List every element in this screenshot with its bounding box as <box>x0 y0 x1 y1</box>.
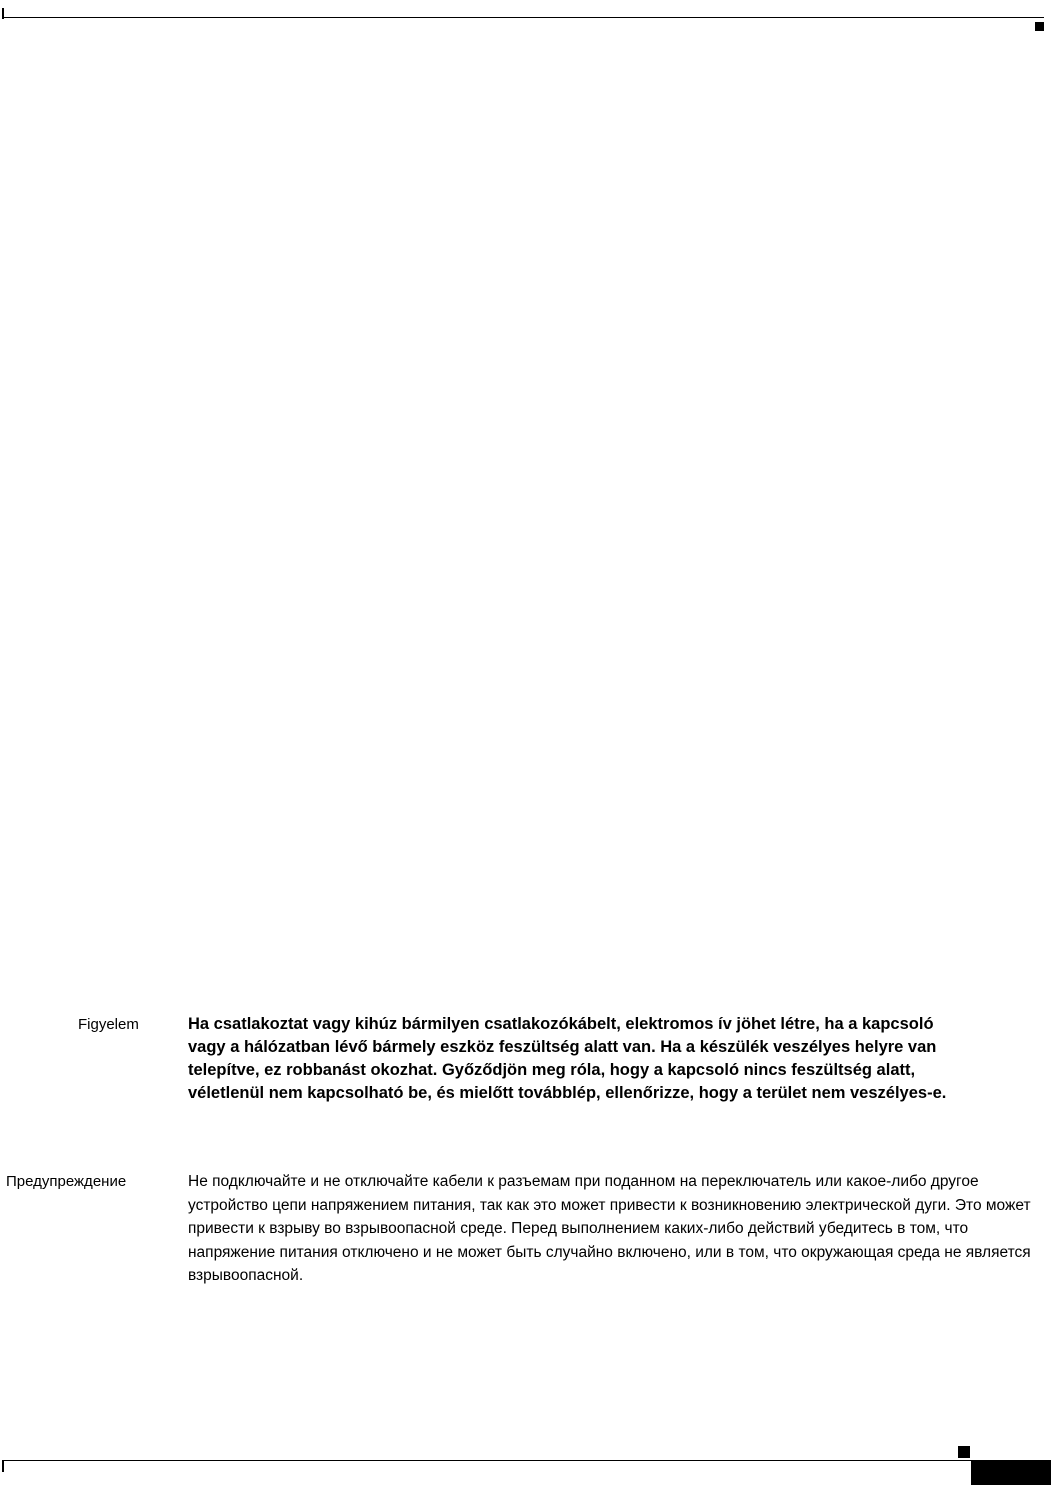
header-square-marker <box>1035 22 1044 31</box>
warning-text: Ha csatlakoztat vagy kihúz bármilyen csatlakozókábelt, elektromos ív jöhet létre, ha a kapcsoló vagy a hálózatban lévő bármely eszköz feszültség alatt van. Ha a készülék veszélyes helyre van telepítve, ez robbanást okozhat. Győződjön meg róla, hogy a kapcsoló nincs feszültség alatt, véletlenül nem kapcsolható be, és mielőtt továbblép, ellenőrizze, hogy a terület nem veszélyes-e. <box>188 1015 947 1102</box>
footer-rule <box>3 1460 971 1461</box>
warning-label: Предупреждение <box>6 1173 127 1190</box>
warning-text: Не подключайте и не отключайте кабели к разъемам при поданном на переключатель или какое-либо другое устройство цепи напряжением питания, так как это может привести к возникновению электрической дуги. Это может привести к взрыву во взрывоопасной среде. Перед выполнением каких-либо действий убедитесь в том, что напряжение питания отключено и не может быть случайно включено, или в том, что окружающая среда не является взрывоопасной. <box>188 1173 1031 1284</box>
footer-square-marker <box>958 1446 970 1458</box>
header-rule <box>3 17 1044 18</box>
footer-corner-mark <box>2 1460 4 1472</box>
warning-label: Figyelem <box>78 1016 139 1033</box>
footer-page-tab <box>971 1460 1051 1485</box>
